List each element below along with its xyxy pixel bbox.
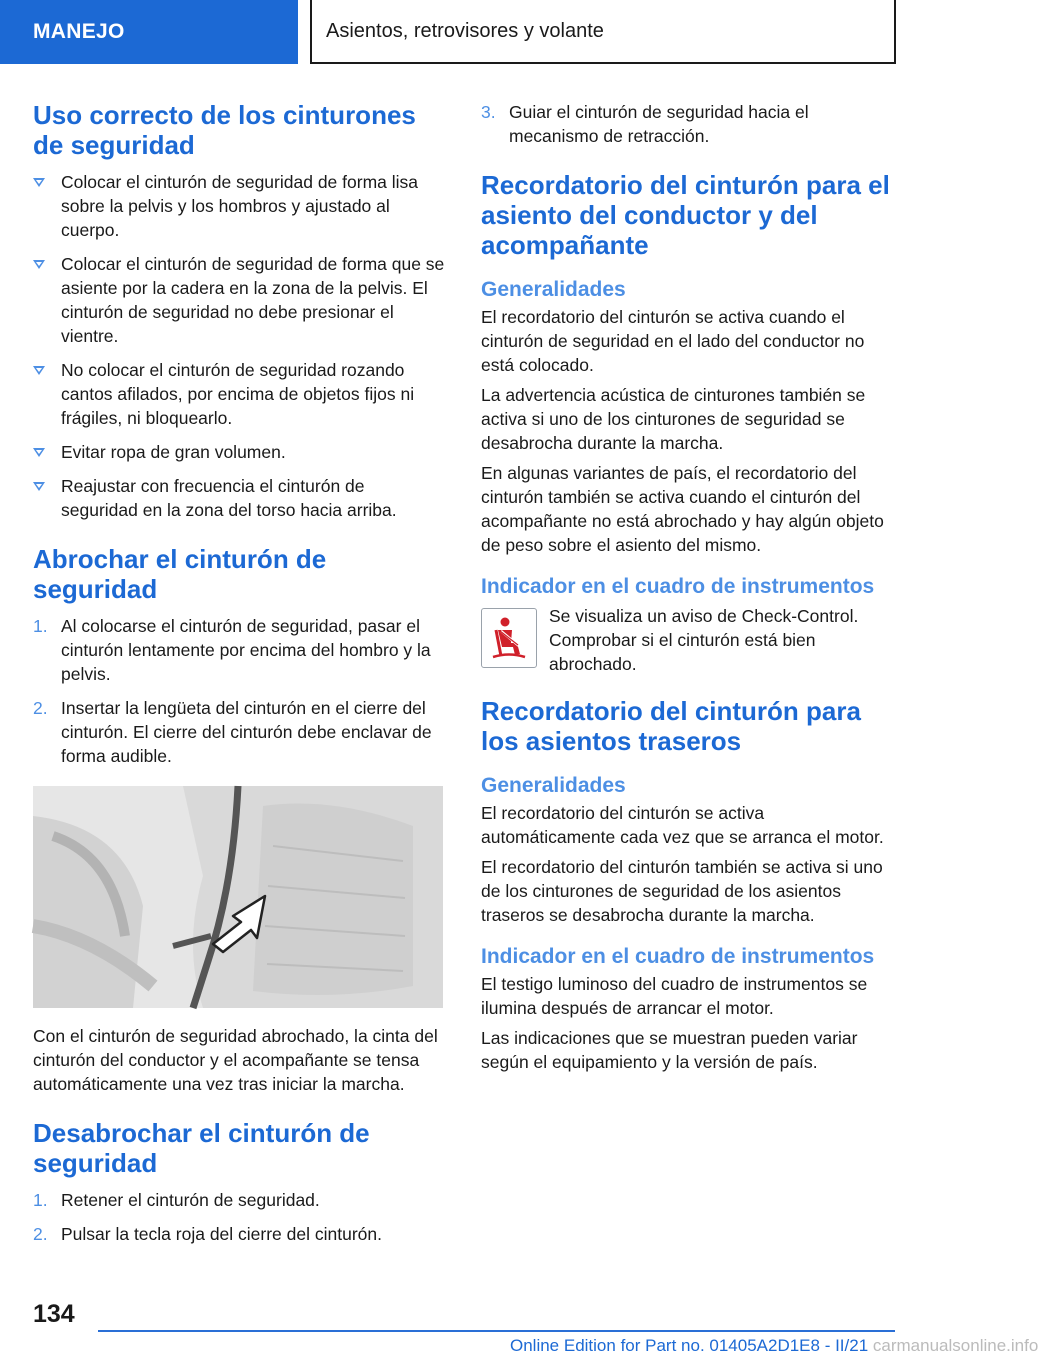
paragraph: El testigo luminoso del cuadro de instrumentos se ilumina después de arrancar el motor. [481,974,868,1018]
watermark: carmanualsonline.info [872,1336,1038,1355]
list-item: Evitar ropa de gran volumen. [33,440,445,464]
footer-divider [98,1330,895,1332]
tension-text: Con el cinturón de seguridad abrochado, la cinta del cinturón del conductor y el acompañante se tensa automáticamente una vez tras iniciar la marcha. [33,1026,438,1094]
section-tab [0,0,298,64]
heading-unfasten: Desabrochar el cinturón de seguridad [33,1118,370,1178]
heading-correct-use: Uso correcto de los cinturones de seguridad [33,100,416,160]
triangle-bullet-icon [33,482,45,491]
list-item: Colocar el cinturón de seguridad de forma que se asiente por la cadera en la zona de la pelvis. El cinturón de seguridad no debe presionar el vientre. [33,252,445,348]
list-item: 3. Guiar el cinturón de seguridad hacia el mecanismo de retracción. [481,102,809,146]
seatbelt-illustration [33,786,443,1008]
edition-text: Online Edition for Part no. 01405A2D1E8 - II/21 [510,1336,869,1355]
subheading-indicator: Indicador en el cuadro de instrumentos [481,945,875,968]
list-item: 2. Pulsar la tecla roja del cierre del cinturón. [33,1224,382,1244]
step-number: 1. [33,1190,48,1210]
subheading-indicator: Indicador en el cuadro de instrumentos [481,575,875,598]
chapter-title: Asientos, retrovisores y volante [326,19,604,42]
step-number: 1. [33,616,48,636]
correct-use-list [33,170,445,522]
paragraph: En algunas variantes de país, el recordatorio del cinturón también se activa cuando el cinturón del acompañante no está abrochado y hay algún objeto de peso sobre el asiento del mismo. [481,463,884,555]
heading-reminder-rear: Recordatorio del cinturón para los asientos traseros [481,696,861,756]
indicator-block [481,604,895,676]
list-item: Colocar el cinturón de seguridad de forma lisa sobre la pelvis y los hombros y ajustado al cuerpo. [33,170,445,242]
fasten-steps-continued [481,100,895,148]
unfasten-steps [33,1188,445,1246]
triangle-bullet-icon [33,260,45,269]
triangle-bullet-icon [33,178,45,187]
section-title: MANEJO [33,20,125,43]
list-item: No colocar el cinturón de seguridad rozando cantos afilados, por encima de objetos fijos ni frágiles, ni bloquearlo. [33,358,445,430]
right-column [481,100,895,1080]
triangle-bullet-icon [33,366,45,375]
subheading-general: Generalidades [481,278,626,301]
fasten-steps [33,614,445,768]
list-item: Reajustar con frecuencia el cinturón de seguridad en la zona del torso hacia arriba. [33,474,445,522]
heading-reminder-front: Recordatorio del cinturón para el asiento del conductor y del acompañante [481,170,890,260]
paragraph: El recordatorio del cinturón se activa automáticamente cada vez que se arranca el motor. [481,803,884,847]
left-column [33,100,445,1256]
page-number: 134 [33,1300,75,1328]
subheading-general: Generalidades [481,774,626,797]
triangle-bullet-icon [33,448,45,457]
indicator-text: Se visualiza un aviso de Check-Control. Comprobar si el cinturón está bien abrochado. [549,606,859,674]
heading-fasten: Abrochar el cinturón de seguridad [33,544,327,604]
seatbelt-warning-icon [481,608,537,668]
list-item: 1. Al colocarse el cinturón de seguridad, pasar el cinturón lentamente por encima del hombro y la pelvis. [33,616,431,684]
paragraph: Las indicaciones que se muestran pueden variar según el equipamiento y la versión de país. [481,1028,858,1072]
paragraph: El recordatorio del cinturón se activa cuando el cinturón de seguridad en el lado del conductor no está colocado. [481,307,865,375]
paragraph: La advertencia acústica de cinturones también se activa si uno de los cinturones de seguridad se desabrocha durante la marcha. [481,385,866,453]
edition-footer [510,1336,1038,1356]
chapter-header [310,0,896,64]
step-number: 2. [33,698,48,718]
list-item: 1. Retener el cinturón de seguridad. [33,1190,320,1210]
paragraph: El recordatorio del cinturón también se activa si uno de los cinturones de seguridad de los asientos traseros se desabrocha durante la marcha. [481,857,883,925]
step-number: 2. [33,1224,48,1244]
list-item: 2. Insertar la lengüeta del cinturón en el cierre del cinturón. El cierre del cinturón debe enclavar de forma audible. [33,698,432,766]
step-number: 3. [481,102,496,122]
